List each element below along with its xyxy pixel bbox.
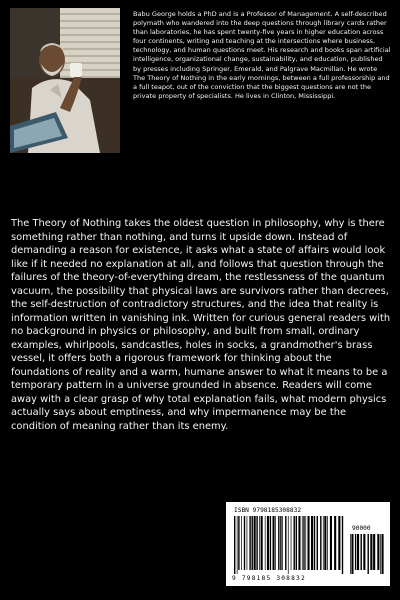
barcode-bar [282, 516, 283, 570]
barcode-bar [320, 516, 321, 570]
barcode-bar [327, 516, 328, 570]
barcode-bar [267, 516, 269, 570]
barcode-bar [323, 516, 324, 570]
barcode-bar [330, 516, 332, 570]
barcode-bar [296, 516, 297, 570]
price-barcode [350, 534, 384, 574]
barcode-bar [280, 516, 281, 570]
barcode-bar [294, 516, 295, 570]
barcode-bar [256, 516, 257, 570]
barcode-bar [303, 516, 304, 570]
barcode-bar [259, 516, 260, 570]
barcode-bar [273, 516, 275, 570]
barcode-bar [247, 516, 248, 570]
barcode-bar [350, 534, 351, 574]
author-bio: Babu George holds a PhD and is a Professor of Management. A self-described polymath who wandered into the deep questions through library cards rather than laboratories, he has spent twenty-five years in higher education across four continents, writing and teaching at the intersections where business, technology, and human questions meet. His research and books span artificial intelligence, organizational change, sustainability, and education, published by presses including Springer, Emerald, and Palgrave Macmillan. He wrote The Theory of Nothing in the early mornings, between a full professorship and a full teapot, out of the conviction that the biggest questions are not the private property of specialists. He lives in Clinton, Mississippi. [133, 10, 391, 100]
barcode-bar [357, 534, 359, 570]
barcode-bar [275, 516, 276, 570]
barcode-bar [252, 516, 253, 570]
barcode-bar [302, 516, 303, 570]
barcode-bar [351, 534, 353, 574]
barcode-bar [338, 516, 340, 570]
barcode-bar [324, 516, 326, 570]
barcode-bar [334, 516, 336, 570]
barcode-bar [363, 534, 365, 570]
barcode-bar [288, 516, 289, 574]
barcode-bar [265, 516, 266, 570]
barcode-bar [298, 516, 300, 570]
barcode-bar [380, 534, 381, 574]
barcode-bar [370, 534, 372, 570]
price-code: 90000 [352, 525, 371, 532]
barcode-bar [368, 534, 369, 574]
isbn-label: ISBN 9798185308832 [234, 507, 302, 514]
barcode-panel [226, 502, 390, 586]
author-photo-image [10, 8, 120, 153]
barcode-bar [361, 534, 362, 570]
barcode-bar [311, 516, 313, 570]
barcode-bar [249, 516, 250, 570]
barcode-bar [314, 516, 315, 570]
isbn-barcode [234, 516, 344, 574]
barcode-bar [355, 534, 356, 570]
barcode-bar [285, 516, 286, 570]
barcode-bar [291, 516, 292, 570]
book-description: The Theory of Nothing takes the oldest question in philosophy, why is there something rather than nothing, and turns it upside down. Instead of demanding a reason for existence, it asks what a state of affairs would look like if it needed no explanation at all, and follows that question through the failures of the theory-of-everything dream, the restlessness of the quantum vacuum, the possibility that physical laws are survivors rather than decrees, the self-destruction of contradictory structures, and the idea that reality is information written in vanishing ink. Written for curious general readers with no background in physics or philosophy, and built from small, ordinary examples, whirlpools, sandcastles, holes in socks, a grandmother's brass vessel, it offers both a rigorous framework for thinking about the foundations of reality and a warm, humane answer to what it means to be a temporary pattern in a universe grounded in absence. Readers will come away with a clear grasp of why total explanation fails, what modern physics actually says about emptiness, and why impermanence may be the condition of meaning rather than its enemy. [11, 218, 391, 432]
barcode-bar [261, 516, 263, 570]
barcode-bar [317, 516, 318, 570]
barcode-bar [305, 516, 306, 570]
barcode-bar [238, 516, 239, 570]
barcode-bar [342, 516, 343, 574]
barcode-bar [234, 516, 235, 574]
barcode-bar [237, 516, 238, 574]
barcode-bar [373, 534, 375, 570]
barcode-bar [377, 534, 379, 570]
author-photo [10, 8, 120, 153]
barcode-bar [244, 516, 245, 570]
barcode-bar [278, 516, 279, 570]
barcode-bar [270, 516, 271, 570]
barcode-bar [308, 516, 310, 570]
barcode-bar [254, 516, 256, 570]
barcode-bar [382, 534, 384, 574]
barcode-bar [241, 516, 242, 570]
barcode-digits: 9 798185 308832 [232, 575, 306, 582]
